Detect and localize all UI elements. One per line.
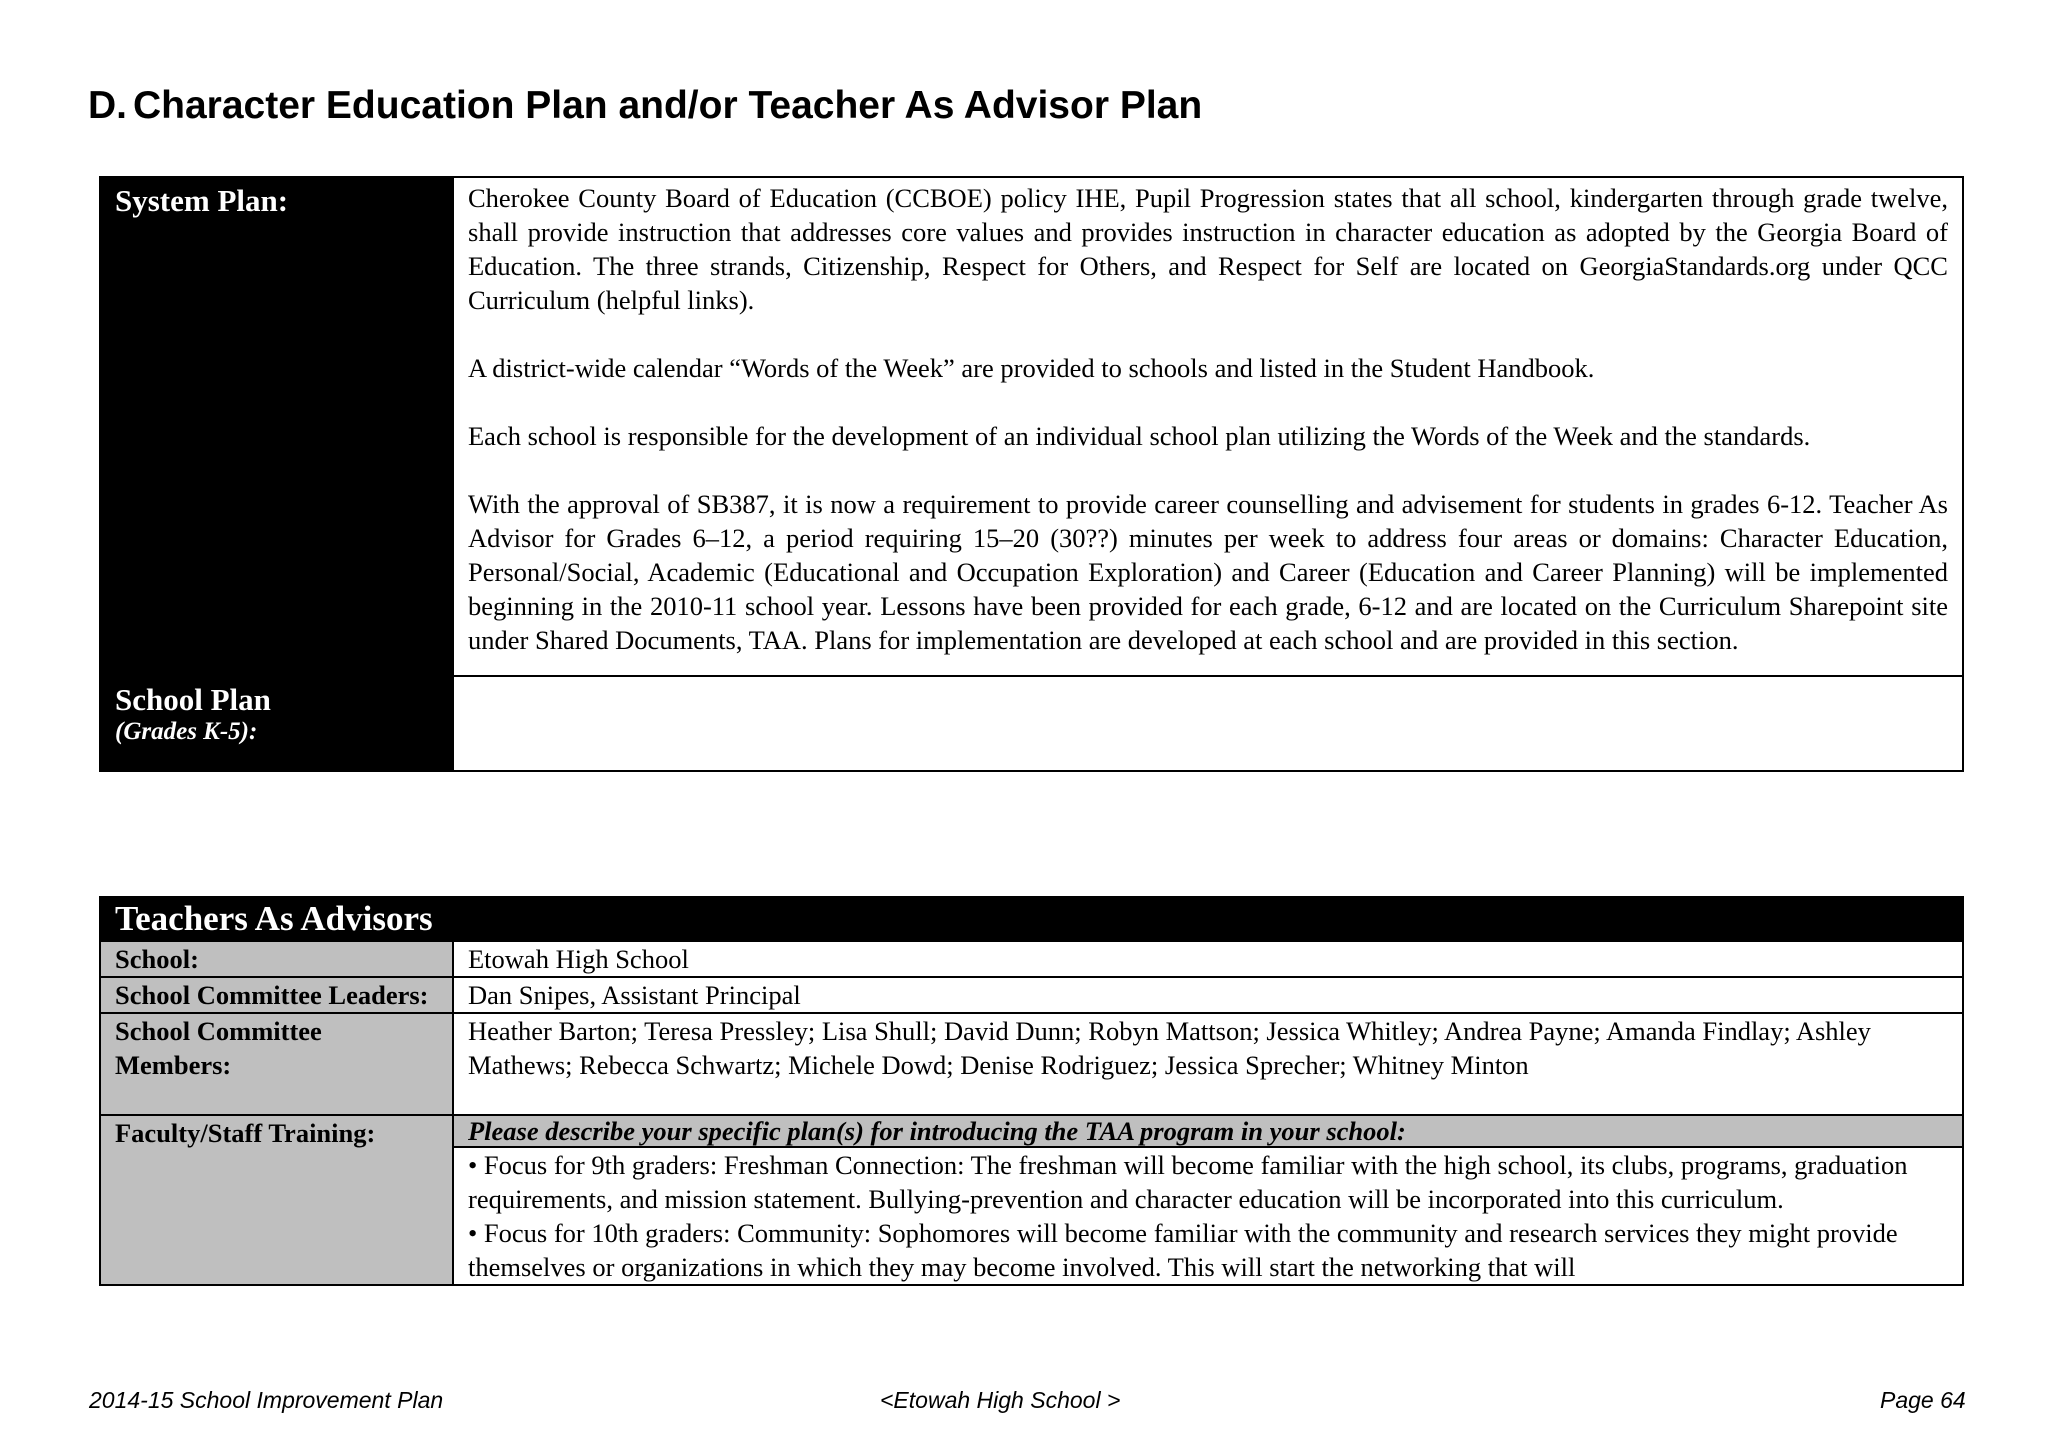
committee-members-value: Heather Barton; Teresa Pressley; Lisa Shull; David Dunn; Robyn Mattson; Jessica Whitley; Andrea Payne; Amanda Findlay; Ashley Mathews; Rebecca Schwartz; Michele Dowd; Denise Rodriguez; Jessica Sprecher; Whitney Minton <box>453 1013 1963 1115</box>
training-prompt: Please describe your specific plan(s) for introducing the TAA program in your school: <box>453 1115 1963 1147</box>
system-plan-paragraph: A district-wide calendar “Words of the Week” are provided to schools and listed in the Student Handbook. <box>468 353 1595 383</box>
school-plan-label: School Plan <box>115 682 271 717</box>
committee-leaders-label: School Committee Leaders: <box>100 977 453 1013</box>
training-prompt-row <box>100 1115 1963 1147</box>
school-label: School: <box>100 941 453 977</box>
system-plan-label: System Plan: <box>100 177 453 676</box>
school-plan-sublabel: (Grades K-5): <box>115 718 258 745</box>
system-plan-paragraph: Each school is responsible for the development of an individual school plan utilizing the Words of the Week and the standards. <box>468 421 1811 451</box>
school-value: Etowah High School <box>453 941 1963 977</box>
training-item: • Focus for 9th graders: Freshman Connection: The freshman will become familiar with the high school, its clubs, programs, graduation requirements, and mission statement. Bullying-prevention and character education will be incorporated into this curriculum. <box>468 1150 1908 1214</box>
taa-title-row <box>100 897 1963 941</box>
footer-plan-title: 2014-15 School Improvement Plan <box>89 1387 444 1413</box>
school-plan-label-cell <box>100 676 453 771</box>
teachers-as-advisors-table <box>99 896 1964 1286</box>
training-items <box>453 1147 1963 1285</box>
committee-leaders-value: Dan Snipes, Assistant Principal <box>453 977 1963 1013</box>
section-letter: D. <box>88 84 127 127</box>
school-row <box>100 941 1963 977</box>
training-label: Faculty/Staff Training: <box>100 1115 453 1285</box>
committee-leaders-row <box>100 977 1963 1013</box>
section-heading <box>88 84 1202 128</box>
committee-members-row <box>100 1013 1963 1115</box>
section-title: Character Education Plan and/or Teacher As Advisor Plan <box>133 84 1203 127</box>
school-plan-row <box>100 676 1963 771</box>
system-plan-body <box>453 177 1963 676</box>
taa-title: Teachers As Advisors <box>100 897 1963 941</box>
system-plan-row <box>100 177 1963 676</box>
footer-page-number: Page 64 <box>1880 1387 1966 1413</box>
system-plan-table <box>99 176 1964 772</box>
system-plan-paragraph: Cherokee County Board of Education (CCBOE) policy IHE, Pupil Progression states that all school, kindergarten through grade twelve, shall provide instruction that addresses core values and provides instruction in character education as adopted by the Georgia Board of Education. The three strands, Citizenship, Respect for Others, and Respect for Self are located on GeorgiaStandards.org under QCC Curriculum (helpful links). <box>468 183 1948 315</box>
footer-school-name: <Etowah High School > <box>880 1387 1121 1413</box>
training-item: • Focus for 10th graders: Community: Sophomores will become familiar with the community and research services they might provide themselves or organizations in which they may become involved. This will start the networking that will <box>468 1218 1898 1282</box>
system-plan-paragraph: With the approval of SB387, it is now a requirement to provide career counselling and advisement for students in grades 6-12. Teacher As Advisor for Grades 6–12, a period requiring 15–20 (30??) minutes per week to address four areas or domains: Character Education, Personal/Social, Academic (Educational and Occupation Exploration) and Career (Education and Career Planning) will be implemented beginning in the 2010-11 school year. Lessons have been provided for each grade, 6-12 and are located on the Curriculum Sharepoint site under Shared Documents, TAA. Plans for implementation are developed at each school and are provided in this section. <box>468 489 1948 655</box>
committee-members-label: School Committee Members: <box>100 1013 453 1115</box>
school-plan-value <box>453 676 1963 771</box>
